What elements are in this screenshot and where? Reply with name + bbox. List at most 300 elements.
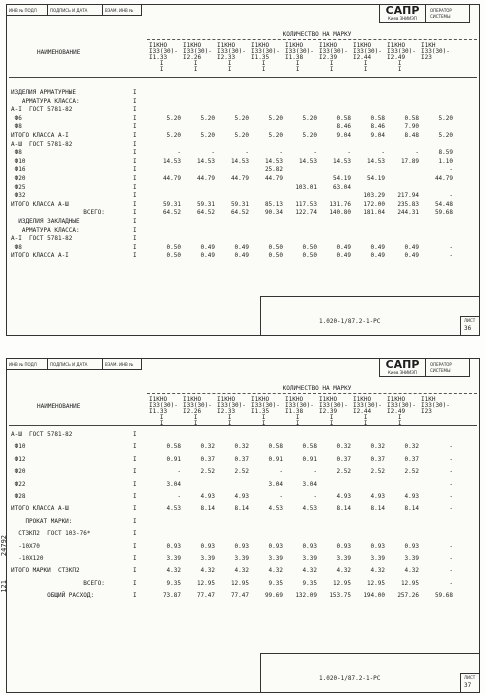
table-cell: 14.53 (298, 157, 317, 165)
table-cell: 3.39 (200, 555, 215, 562)
table-cell: 0.49 (200, 252, 215, 260)
row-label: ИЗДЕЛИЯ ЗАКЛАДНЫЕ (11, 218, 80, 225)
table-cell: 5.20 (200, 132, 215, 139)
table-cell: 17.89 (400, 157, 419, 165)
table-cell: - (449, 192, 453, 200)
table-cell: 117.53 (295, 200, 317, 208)
table-cell: 85.13 (264, 200, 283, 208)
table-cell: - (177, 493, 181, 500)
table-cell: - (279, 493, 283, 500)
table-cell: 8.14 (336, 505, 351, 513)
drawing-sheet-36 (6, 4, 480, 336)
row-label: ОБЩИЙ РАСХОД: (11, 592, 95, 600)
table-cell: 44.79 (264, 175, 283, 182)
table-cell: 1.10 (438, 157, 453, 165)
table-cell: 8.14 (234, 505, 249, 513)
approval-stamp (6, 358, 142, 370)
table-cell: 0.50 (166, 252, 181, 260)
sheet-label: ЛИСТ (464, 675, 476, 680)
row-label: А-I ГОСТ 5781-82 (11, 106, 73, 114)
table-cell: - (449, 443, 453, 451)
table-cell: 103.01 (295, 183, 317, 191)
column-header: I1КН I33(30)- I23 (421, 396, 450, 415)
table-cell: - (245, 149, 249, 157)
table-cell: 4.53 (302, 505, 317, 513)
stamp-cell: ВЗАМ. ИНВ № (103, 358, 142, 370)
table-cell: - (313, 468, 317, 476)
table-cell: - (449, 493, 453, 500)
table-cell: 0.32 (234, 443, 249, 451)
table-cell: 5.20 (438, 132, 453, 139)
table-cell: 0.37 (336, 455, 351, 463)
row-label: ИТОГО КЛАССА А-Ш (11, 200, 69, 208)
table-cell: 12.95 (196, 579, 215, 587)
table-cell: 0.32 (370, 443, 385, 451)
table-cell: 0.49 (370, 243, 385, 251)
table-cell: 4.93 (200, 493, 215, 500)
column-header: I1КНО I33(30)- I2.44 I I (353, 42, 382, 73)
table-cell: 0.91 (268, 455, 283, 463)
row-separator: I (133, 132, 137, 139)
table-cell: 59.31 (196, 200, 215, 208)
sheet-number: 36 (464, 325, 472, 332)
operator-label: ОПЕРАТОР (430, 8, 452, 13)
table-cell: 0.50 (302, 243, 317, 251)
table-cell: 9.04 (370, 132, 385, 139)
table-cell: 0.93 (336, 542, 351, 550)
row-label: Ф10 (11, 443, 26, 451)
row-label: А-Ш ГОСТ 5781-82 (11, 140, 73, 148)
row-separator: I (133, 493, 137, 500)
table-cell: 99.69 (264, 592, 283, 600)
org-name: Киев ЗНИИЭП (388, 370, 417, 375)
table-cell: - (177, 468, 181, 476)
table-cell: 0.58 (302, 443, 317, 451)
table-cell: 9.04 (336, 132, 351, 139)
table-cell: 54.19 (332, 175, 351, 182)
table-cell: 5.20 (302, 114, 317, 122)
table-cell: - (449, 166, 453, 174)
row-label: Ф8 (11, 243, 22, 251)
table-cell: 0.93 (404, 542, 419, 550)
table-cell: 8.59 (438, 149, 453, 157)
org-name: Киев ЗНИИЭП (388, 16, 417, 21)
row-label: ПРОКАТ МАРКИ: (11, 517, 73, 525)
row-separator: I (133, 443, 137, 451)
table-cell: 64.52 (196, 209, 215, 217)
row-separator: I (133, 140, 137, 148)
table-cell: 4.53 (268, 505, 283, 513)
row-label: Ф20 (11, 468, 26, 476)
table-cell: 54.48 (434, 200, 453, 208)
row-separator: I (133, 89, 137, 96)
table-cell: - (313, 149, 317, 157)
row-separator: I (133, 455, 137, 463)
table-cell: - (381, 149, 385, 157)
table-cell: 9.35 (166, 579, 181, 587)
drawing-code: 1.020-1/87.2-1-РС (319, 318, 381, 325)
table-cell: 54.19 (366, 175, 385, 182)
table-cell: 2.52 (200, 468, 215, 476)
row-label: Ф6 (11, 114, 22, 122)
table-cell: 9.35 (268, 579, 283, 587)
row-label: Ф12 (11, 455, 26, 463)
table-cell: 5.20 (438, 114, 453, 122)
table-cell: 8.14 (404, 505, 419, 513)
table-cell: 257.26 (397, 592, 419, 600)
table-cell: 5.20 (166, 114, 181, 122)
column-header: I1КНО I33(30)- I2.26 I I (183, 396, 212, 427)
title-block (379, 4, 470, 23)
operator-label: ОПЕРАТОР (430, 362, 452, 367)
table-cell: 59.31 (230, 200, 249, 208)
stamp-cell: ИНВ № ПОДЛ (6, 358, 48, 370)
table-cell: 0.93 (268, 542, 283, 550)
quantity-header: КОЛИЧЕСТВО НА МАРКУ (282, 385, 352, 392)
table-cell: 9.35 (302, 579, 317, 587)
table-cell: - (449, 480, 453, 488)
table-cell: 132.09 (295, 592, 317, 600)
column-header: I1КНО I33(30)- I2.33 I I (217, 42, 246, 73)
table-cell: 8.14 (370, 505, 385, 513)
drawing-sheet-37 (6, 358, 480, 693)
table-cell: 0.50 (268, 243, 283, 251)
table-cell: 4.93 (370, 493, 385, 500)
drawing-footer (260, 653, 479, 692)
table-cell: 4.53 (166, 505, 181, 513)
table-cell: 194.00 (363, 592, 385, 600)
column-header: I1КНО I33(30)- I2.33 I I (217, 396, 246, 427)
column-header: I1КНО I33(30)- I2.26 I I (183, 42, 212, 73)
table-cell: 5.20 (234, 114, 249, 122)
table-cell: 7.90 (404, 123, 419, 131)
row-label: АРМАТУРА КЛАССА: (11, 97, 80, 105)
table-cell: 5.20 (302, 132, 317, 139)
row-label: СТ3КП2 ГОСТ 103-76* (11, 530, 91, 538)
table-cell: 44.79 (162, 175, 181, 182)
table-cell: 14.53 (196, 157, 215, 165)
table-cell: - (279, 468, 283, 476)
table-cell: 0.91 (302, 455, 317, 463)
table-cell: 0.58 (166, 443, 181, 451)
table-cell: 8.14 (200, 505, 215, 513)
row-separator: I (133, 226, 137, 234)
row-label: Ф8 (11, 123, 22, 131)
row-label: Ф10 (11, 157, 26, 165)
row-label: ИТОГО КЛАССА А-I (11, 132, 69, 139)
table-cell: 14.53 (332, 157, 351, 165)
table-cell: 59.68 (434, 592, 453, 600)
column-header: I1КН I33(30)- I23 (421, 42, 450, 61)
table-cell: 5.20 (200, 114, 215, 122)
table-cell: 44.79 (434, 175, 453, 182)
table-cell: 4.32 (336, 567, 351, 575)
system-label: СИСТЕМЫ (430, 368, 451, 373)
table-cell: 0.49 (370, 252, 385, 260)
table-cell: 0.58 (404, 114, 419, 122)
table-cell: 3.04 (268, 480, 283, 488)
row-separator: I (133, 579, 137, 587)
table-cell: 0.32 (336, 443, 351, 451)
table-cell: 3.39 (234, 555, 249, 562)
table-cell: 3.39 (370, 555, 385, 562)
row-label: Ф8 (11, 149, 22, 157)
table-cell: - (449, 555, 453, 562)
row-label: -10Х70 (11, 542, 40, 550)
table-cell: - (449, 579, 453, 587)
column-header: I1КНО I33(30)- I1.33 I I (149, 396, 178, 427)
system-label: СИСТЕМЫ (430, 14, 451, 19)
row-label: ИТОГО КЛАССА А-Ш (11, 505, 69, 513)
table-cell: - (449, 567, 453, 575)
table-cell: 63.04 (332, 183, 351, 191)
table-cell: 77.47 (230, 592, 249, 600)
row-separator: I (133, 209, 137, 217)
table-cell: 0.49 (336, 243, 351, 251)
table-cell: 0.49 (404, 243, 419, 251)
column-header: I1КНО I33(30)- I2.49 I I (387, 42, 416, 73)
table-cell: 3.39 (268, 555, 283, 562)
sheet-number: 37 (464, 682, 472, 689)
table-cell: 0.37 (370, 455, 385, 463)
table-cell: 4.93 (234, 493, 249, 500)
table-cell: 4.32 (166, 567, 181, 575)
column-header: I1КНО I33(30)- I2.39 I I (319, 42, 348, 73)
column-header: I1КНО I33(30)- I2.39 I I (319, 396, 348, 427)
row-label: Ф22 (11, 480, 26, 488)
table-cell: 3.04 (166, 480, 181, 488)
table-cell: 64.52 (162, 209, 181, 217)
table-cell: 2.52 (370, 468, 385, 476)
table-cell: 0.32 (200, 443, 215, 451)
table-cell: - (415, 149, 419, 157)
table-cell: 3.39 (302, 555, 317, 562)
table-cell: 2.52 (404, 468, 419, 476)
row-separator: I (133, 192, 137, 200)
table-cell: 5.20 (268, 114, 283, 122)
table-cell: 4.32 (370, 567, 385, 575)
table-cell: 4.32 (200, 567, 215, 575)
table-cell: 0.49 (404, 252, 419, 260)
row-separator: I (133, 468, 137, 476)
row-label: ИТОГО КЛАССА А-I (11, 252, 69, 260)
table-cell: 59.31 (162, 200, 181, 208)
table-cell: 0.91 (166, 455, 181, 463)
name-header: НАИМЕНОВАНИЕ (37, 403, 81, 410)
table-cell: 4.32 (234, 567, 249, 575)
row-separator: I (133, 106, 137, 114)
row-label: Ф32 (11, 192, 26, 200)
table-cell: 181.04 (363, 209, 385, 217)
row-separator: I (133, 149, 137, 157)
table-cell: 5.20 (166, 132, 181, 139)
table-cell: 12.95 (366, 579, 385, 587)
table-cell: - (449, 542, 453, 550)
table-cell: 0.49 (234, 252, 249, 260)
table-cell: - (313, 493, 317, 500)
row-separator: I (133, 517, 137, 525)
row-label: Ф25 (11, 183, 26, 191)
column-header: I1КНО I33(30)- I1.38 I I (285, 396, 314, 427)
row-separator: I (133, 542, 137, 550)
row-separator: I (133, 157, 137, 165)
table-cell: - (449, 252, 453, 260)
table-cell: 77.47 (196, 592, 215, 600)
sapr-logo: САПР (385, 4, 420, 17)
table-cell: 0.93 (370, 542, 385, 550)
row-separator: I (133, 200, 137, 208)
table-cell: 73.87 (162, 592, 181, 600)
quantity-header: КОЛИЧЕСТВО НА МАРКУ (282, 31, 352, 38)
row-separator: I (133, 218, 137, 225)
row-label: А-Ш ГОСТ 5781-82 (11, 431, 73, 438)
stamp-cell: ПОДПИСЬ И ДАТА (48, 358, 103, 370)
row-label: ИЗДЕЛИЯ АРМАТУРНЫЕ (11, 89, 77, 96)
row-separator: I (133, 555, 137, 562)
row-separator: I (133, 123, 137, 131)
table-cell: 140.80 (329, 209, 351, 217)
table-cell: 8.48 (404, 132, 419, 139)
table-cell: 153.75 (329, 592, 351, 600)
row-separator: I (133, 97, 137, 105)
table-cell: 3.04 (302, 480, 317, 488)
table-cell: 59.68 (434, 209, 453, 217)
table-cell: 3.39 (166, 555, 181, 562)
table-cell: 0.50 (302, 252, 317, 260)
row-separator: I (133, 592, 137, 600)
row-separator: I (133, 431, 137, 438)
sapr-logo: САПР (385, 358, 420, 371)
stamp-cell: ИНВ № ПОДЛ (6, 4, 48, 16)
table-cell: 12.95 (400, 579, 419, 587)
table-cell: 25.82 (264, 166, 283, 174)
table-cell: 172.00 (363, 200, 385, 208)
table-cell: 0.49 (336, 252, 351, 260)
row-label: АРМАТУРА КЛАССА: (11, 226, 80, 234)
table-cell: 0.49 (200, 243, 215, 251)
table-cell: 4.32 (268, 567, 283, 575)
row-label: ИТОГО МАРКИ СТ3КП2 (11, 567, 80, 575)
table-cell: 0.58 (370, 114, 385, 122)
table-cell: 0.37 (234, 455, 249, 463)
sheet-label: ЛИСТ (464, 318, 476, 323)
table-cell: 0.49 (234, 243, 249, 251)
table-cell: - (347, 149, 351, 157)
table-cell: 235.83 (397, 200, 419, 208)
table-cell: 0.93 (234, 542, 249, 550)
table-cell: 0.37 (404, 455, 419, 463)
side-number: 121 (0, 580, 8, 593)
table-cell: 64.52 (230, 209, 249, 217)
table-cell: 122.74 (295, 209, 317, 217)
column-header: I1КНО I33(30)- I1.38 I I (285, 42, 314, 73)
table-cell: 0.32 (404, 443, 419, 451)
table-cell: 12.95 (230, 579, 249, 587)
table-cell: 244.31 (397, 209, 419, 217)
table-cell: 131.76 (329, 200, 351, 208)
table-cell: 5.20 (268, 132, 283, 139)
table-cell: 2.52 (336, 468, 351, 476)
table-cell: 14.53 (162, 157, 181, 165)
table-cell: - (177, 149, 181, 157)
row-label: -10Х120 (11, 555, 44, 562)
table-cell: 3.39 (404, 555, 419, 562)
table-cell: 0.50 (268, 252, 283, 260)
approval-stamp (6, 4, 142, 16)
table-cell: 0.93 (302, 542, 317, 550)
table-cell: 14.53 (264, 157, 283, 165)
table-cell: 5.20 (234, 132, 249, 139)
table-cell: - (279, 149, 283, 157)
stamp-cell: ПОДПИСЬ И ДАТА (48, 4, 103, 16)
stamp-cell: ВЗАМ. ИНВ № (103, 4, 142, 16)
row-separator: I (133, 530, 137, 538)
side-inventory-number: 24792 (0, 535, 8, 557)
table-cell: 103.29 (363, 192, 385, 200)
row-separator: I (133, 505, 137, 513)
row-separator: I (133, 183, 137, 191)
table-cell: 44.79 (196, 175, 215, 182)
table-cell: 3.39 (336, 555, 351, 562)
row-label: А-I ГОСТ 5781-82 (11, 235, 73, 243)
column-header: I1КНО I33(30)- I2.44 I I (353, 396, 382, 427)
table-cell: 2.52 (234, 468, 249, 476)
table-cell: 4.32 (302, 567, 317, 575)
row-separator: I (133, 166, 137, 174)
row-separator: I (133, 175, 137, 182)
row-separator: I (133, 480, 137, 488)
table-cell: 14.53 (230, 157, 249, 165)
row-label: Ф28 (11, 493, 26, 500)
table-cell: 0.93 (200, 542, 215, 550)
table-cell: 44.79 (230, 175, 249, 182)
column-header: I1КНО I33(30)- I1.35 I I (251, 42, 280, 73)
row-separator: I (133, 235, 137, 243)
table-cell: - (449, 505, 453, 513)
table-cell: - (449, 468, 453, 476)
table-cell: - (449, 243, 453, 251)
table-cell: 4.93 (336, 493, 351, 500)
table-cell: - (449, 455, 453, 463)
table-cell: 90.34 (264, 209, 283, 217)
row-separator: I (133, 114, 137, 122)
table-cell: 14.53 (366, 157, 385, 165)
row-label: Ф20 (11, 175, 26, 182)
table-cell: 0.58 (336, 114, 351, 122)
table-cell: 0.50 (166, 243, 181, 251)
table-cell: 217.94 (397, 192, 419, 200)
table-cell: 4.32 (404, 567, 419, 575)
column-header: I1КНО I33(30)- I2.49 I I (387, 396, 416, 427)
table-cell: 0.37 (200, 455, 215, 463)
table-cell: 8.46 (336, 123, 351, 131)
table-cell: 4.93 (404, 493, 419, 500)
name-header: НАИМЕНОВАНИЕ (37, 49, 81, 56)
column-header: I1КНО I33(30)- I1.35 I I (251, 396, 280, 427)
table-cell: 0.58 (268, 443, 283, 451)
table-cell: 0.93 (166, 542, 181, 550)
row-separator: I (133, 567, 137, 575)
row-separator: I (133, 243, 137, 251)
title-block (379, 358, 470, 377)
table-cell: 8.46 (370, 123, 385, 131)
row-label: ВСЕГО: (11, 579, 105, 587)
table-cell: 12.95 (332, 579, 351, 587)
row-separator: I (133, 252, 137, 260)
drawing-code: 1.020-1/87.2-1-РС (319, 675, 381, 682)
row-label: Ф16 (11, 166, 26, 174)
table-cell: - (211, 149, 215, 157)
